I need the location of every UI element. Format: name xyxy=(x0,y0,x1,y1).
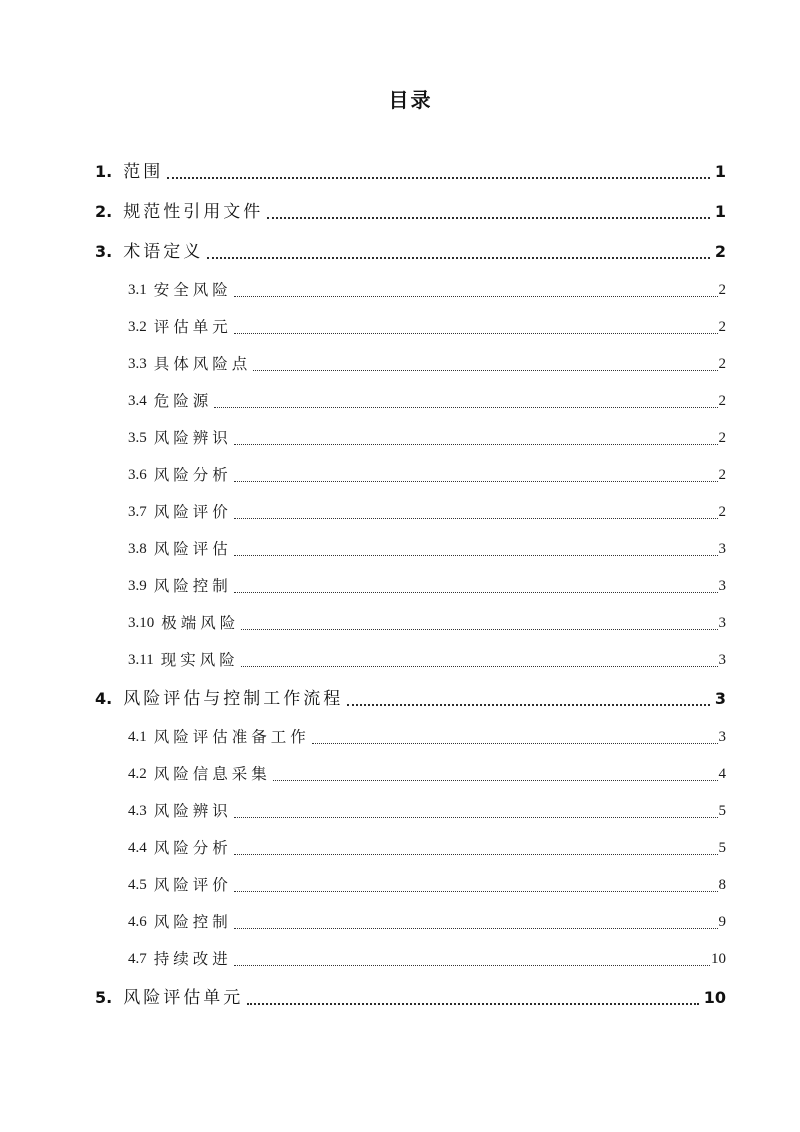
toc-entry-number: 3.2 xyxy=(128,319,147,335)
dot-leader xyxy=(273,780,718,781)
toc-entry[interactable] xyxy=(95,465,726,486)
toc-entry[interactable] xyxy=(95,317,726,338)
toc-list xyxy=(95,160,726,1010)
toc-entry-label: 危险源 xyxy=(153,393,213,410)
toc-entry[interactable] xyxy=(95,764,726,785)
toc-entry[interactable] xyxy=(95,986,726,1010)
toc-entry-number: 4.7 xyxy=(128,951,147,967)
toc-entry-label: 风险评估与控制工作流程 xyxy=(123,689,344,708)
dot-leader xyxy=(234,555,718,556)
toc-entry-label: 规范性引用文件 xyxy=(123,202,264,221)
toc-entry[interactable] xyxy=(95,949,726,970)
toc-entry-number: 4.6 xyxy=(128,914,147,930)
toc-entry-page: 5 xyxy=(718,840,726,856)
toc-entry-number: 3.10 xyxy=(128,615,155,631)
toc-entry-label: 风险评估 xyxy=(153,541,232,558)
dot-leader xyxy=(234,481,718,482)
toc-entry-page: 10 xyxy=(703,988,726,1007)
toc-entry[interactable] xyxy=(95,801,726,822)
toc-entry-page: 3 xyxy=(718,541,726,557)
toc-entry-label: 现实风险 xyxy=(160,652,239,669)
toc-entry-page: 1 xyxy=(714,202,726,221)
dot-leader xyxy=(234,965,710,966)
dot-leader xyxy=(253,370,717,371)
toc-entry-page: 5 xyxy=(718,803,726,819)
toc-entry-label: 风险信息采集 xyxy=(153,766,271,783)
dot-leader xyxy=(312,743,718,744)
toc-entry-page: 9 xyxy=(718,914,726,930)
toc-entry-label: 具体风险点 xyxy=(153,356,252,373)
toc-entry-number: 4.1 xyxy=(128,729,147,745)
dot-leader xyxy=(234,444,718,445)
toc-entry-number: 3. xyxy=(95,242,113,261)
toc-entry-number: 2. xyxy=(95,202,113,221)
toc-entry[interactable] xyxy=(95,280,726,301)
toc-entry[interactable] xyxy=(95,428,726,449)
toc-entry-label: 风险辨识 xyxy=(153,430,232,447)
toc-entry-label: 风险评价 xyxy=(153,877,232,894)
toc-entry-page: 2 xyxy=(714,242,726,261)
toc-entry-page: 1 xyxy=(714,162,726,181)
toc-entry-page: 2 xyxy=(718,504,726,520)
toc-entry-number: 3.5 xyxy=(128,430,147,446)
toc-entry-number: 3.7 xyxy=(128,504,147,520)
toc-entry[interactable] xyxy=(95,200,726,224)
toc-entry[interactable] xyxy=(95,613,726,634)
toc-entry-number: 3.8 xyxy=(128,541,147,557)
toc-entry-page: 2 xyxy=(718,319,726,335)
dot-leader xyxy=(234,296,718,297)
toc-entry-page: 2 xyxy=(718,430,726,446)
dot-leader xyxy=(234,518,718,519)
toc-entry-page: 10 xyxy=(711,951,726,967)
toc-entry-page: 3 xyxy=(718,729,726,745)
toc-entry[interactable] xyxy=(95,576,726,597)
toc-entry-number: 4.5 xyxy=(128,877,147,893)
toc-entry-page: 4 xyxy=(718,766,726,782)
toc-entry-label: 术语定义 xyxy=(123,242,204,261)
toc-entry-page: 2 xyxy=(718,393,726,409)
toc-entry-label: 风险评价 xyxy=(153,504,232,521)
toc-entry[interactable] xyxy=(95,727,726,748)
toc-entry-number: 3.4 xyxy=(128,393,147,409)
toc-entry-label: 风险辨识 xyxy=(153,803,232,820)
toc-entry-label: 范围 xyxy=(123,162,164,181)
toc-entry[interactable] xyxy=(95,502,726,523)
dot-leader xyxy=(241,629,717,630)
toc-entry-page: 2 xyxy=(718,356,726,372)
toc-entry[interactable] xyxy=(95,687,726,711)
toc-entry-label: 风险控制 xyxy=(153,578,232,595)
dot-leader xyxy=(234,928,718,929)
toc-entry-number: 4.3 xyxy=(128,803,147,819)
toc-entry-label: 风险评估准备工作 xyxy=(153,729,310,746)
toc-entry-number: 4. xyxy=(95,689,113,708)
toc-entry-label: 风险评估单元 xyxy=(123,988,244,1007)
toc-entry-page: 8 xyxy=(718,877,726,893)
toc-entry-number: 3.6 xyxy=(128,467,147,483)
toc-entry[interactable] xyxy=(95,354,726,375)
dot-leader xyxy=(207,257,710,259)
toc-entry-page: 3 xyxy=(718,652,726,668)
dot-leader xyxy=(234,592,718,593)
toc-entry-label: 极端风险 xyxy=(161,615,240,632)
dot-leader xyxy=(234,891,718,892)
toc-entry-page: 2 xyxy=(718,467,726,483)
dot-leader xyxy=(347,704,710,706)
dot-leader xyxy=(234,817,718,818)
dot-leader xyxy=(234,333,718,334)
toc-entry-label: 持续改进 xyxy=(153,951,232,968)
toc-entry-number: 4.2 xyxy=(128,766,147,782)
toc-entry[interactable] xyxy=(95,391,726,412)
toc-entry[interactable] xyxy=(95,838,726,859)
toc-entry-label: 风险分析 xyxy=(153,840,232,857)
toc-entry-number: 3.3 xyxy=(128,356,147,372)
toc-entry-page: 3 xyxy=(718,578,726,594)
toc-entry-page: 2 xyxy=(718,282,726,298)
toc-entry-page: 3 xyxy=(718,615,726,631)
toc-entry[interactable] xyxy=(95,912,726,933)
toc-entry-label: 评估单元 xyxy=(153,319,232,336)
dot-leader xyxy=(214,407,717,408)
dot-leader xyxy=(247,1003,699,1005)
toc-entry-label: 风险控制 xyxy=(153,914,232,931)
toc-entry-number: 5. xyxy=(95,988,113,1007)
toc-entry-label: 安全风险 xyxy=(153,282,232,299)
toc-entry[interactable] xyxy=(95,240,726,264)
toc-entry-number: 3.1 xyxy=(128,282,147,298)
toc-entry-number: 1. xyxy=(95,162,113,181)
toc-entry-page: 3 xyxy=(714,689,726,708)
toc-entry[interactable] xyxy=(95,650,726,671)
toc-entry[interactable] xyxy=(95,160,726,184)
dot-leader xyxy=(167,177,710,179)
toc-entry-number: 3.11 xyxy=(128,652,154,668)
toc-entry-label: 风险分析 xyxy=(153,467,232,484)
toc-entry-number: 4.4 xyxy=(128,840,147,856)
page-title: 目录 xyxy=(388,90,433,112)
dot-leader xyxy=(234,854,718,855)
dot-leader xyxy=(241,666,718,667)
toc-entry[interactable] xyxy=(95,539,726,560)
toc-entry-number: 3.9 xyxy=(128,578,147,594)
dot-leader xyxy=(267,217,710,219)
toc-entry[interactable] xyxy=(95,875,726,896)
